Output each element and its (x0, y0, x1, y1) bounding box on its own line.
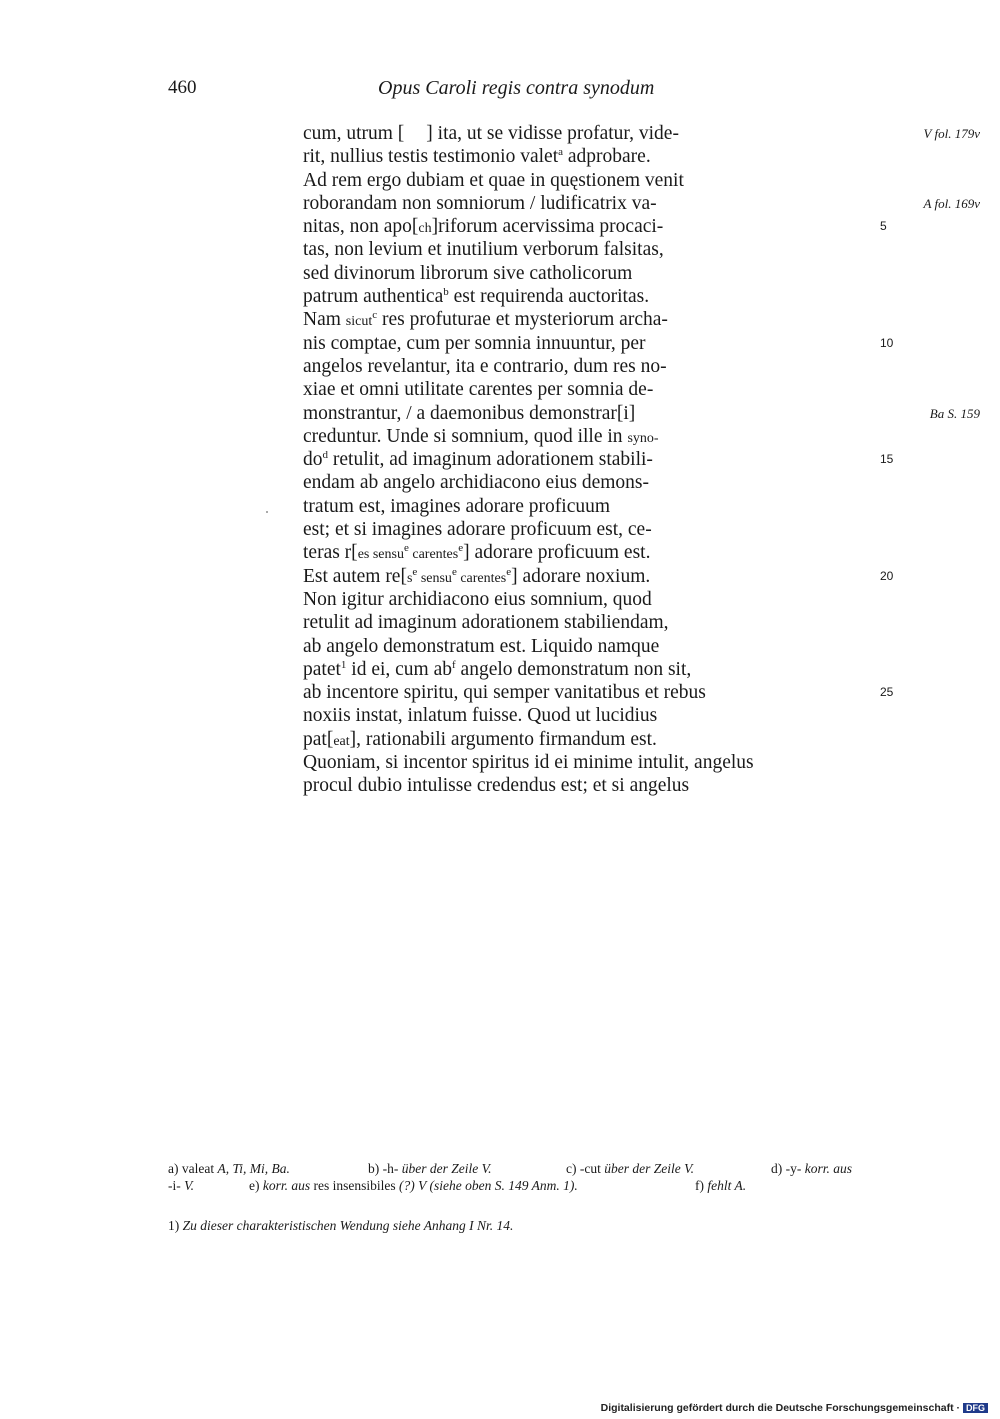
text-line: est; et si imagines adorare proficuum est, ce- (303, 519, 652, 541)
text-line: patrum authentica$^b$ est requirenda auctoritas. (303, 286, 650, 308)
text-line: nitas, non apo[ch]riforum acervissima procaci- (303, 216, 664, 238)
footnote-row (168, 1177, 868, 1194)
text-line: Non igitur archidiacono eius somnium, quod (303, 588, 652, 610)
text-line: retulit ad imaginum adorationem stabiliendam, (303, 612, 669, 634)
footnote-d: d) -y- korr. aus (771, 1161, 853, 1176)
text-line: ab incentore spiritu, qui semper vanitatibus et rebus (303, 682, 706, 704)
footnote-e: e) korr. aus res insensibiles (?) V (siehe oben S. 149 Anm. 1). (249, 1178, 578, 1193)
footnote-row (168, 1160, 868, 1177)
text-line: xiae et omni utilitate carentes per somnia de- (303, 379, 654, 401)
text-line: Est autem $re[s^e$ sensu$^e$ carentes$^e$] adorare noxium. (303, 565, 651, 587)
text-line: ab angelo demonstratum est. Liquido namque (303, 635, 660, 657)
text-line: noxiis instat, inlatum fuisse. Quod ut lucidius (303, 705, 658, 727)
running-title: Opus Caroli regis contra synodum (378, 77, 655, 99)
page-number: 460 (168, 77, 197, 98)
text-line: tas, non levium et inutilium verborum falsitas, (303, 239, 664, 261)
digitization-credit: Digitalisierung gefördert durch die Deutsche Forschungsgemeinschaft · DFG (601, 1402, 988, 1414)
margin-note-folio: A fol. 169v (923, 195, 980, 211)
text-line: nis comptae, cum per somnia innuuntur, per (303, 332, 646, 354)
footnote-f: f) fehlt A. (695, 1178, 747, 1193)
footnote-d-cont: -i- V. (168, 1178, 195, 1193)
footnote-a: a) valeat A, Ti, Mi, Ba. (168, 1161, 290, 1176)
footnote-b: b) -h- über der Zeile V. (368, 1161, 492, 1176)
text-line: cum, utrum [ ] ita, ut se vidisse profatur, vide- (303, 123, 679, 144)
text-line: pat[eat], rationabili argumento firmandum est. (303, 728, 657, 750)
line-number: 15 (880, 452, 894, 467)
line-number: 5 (880, 219, 887, 234)
text-line: monstrantur, / a daemonibus demonstrar[i] (303, 402, 636, 424)
text-line: roborandam non somniorum / ludificatrix va- (303, 192, 657, 214)
text-line: angelos revelantur, ita e contrario, dum res no- (303, 355, 667, 377)
text-line: sed divinorum librorum sive catholicorum (303, 262, 633, 284)
margin-note-folio: Ba S. 159 (929, 405, 980, 421)
margin-notes (905, 122, 995, 425)
text-line: tratum est, imagines adorare proficuum (303, 495, 611, 517)
text-line: creduntur. Unde si somnium, quod ille in syno- (303, 425, 659, 447)
text-line: Quoniam, si incentor spiritus id ei minime intulit, angelus (303, 752, 754, 774)
main-text (303, 122, 863, 798)
text-line: Ad rem ergo dubiam et quae in quęstionem venit (303, 169, 684, 191)
text-line: Nam sicut$^c$ res profuturae et mysteriorum archa- (303, 309, 668, 331)
footnote-c: c) -cut über der Zeile V. (566, 1161, 694, 1176)
commentary-note: 1) Zu dieser charakteristischen Wendung siehe Anhang I Nr. 14. (168, 1218, 514, 1233)
text-line: rit, nullius testis testimonio valet$^a$ adprobare. (303, 146, 651, 168)
margin-note-folio: V fol. 179v (923, 126, 980, 141)
dfg-logo-icon: DFG (963, 1403, 988, 1413)
line-number: 25 (880, 685, 894, 700)
text-line: procul dubio intulisse credendus est; et si angelus (303, 775, 690, 797)
line-number: 20 (880, 568, 894, 583)
scan-speck (266, 511, 268, 513)
line-number: 10 (880, 335, 894, 350)
text-line: teras r[es sensu$^e$ carentes$^e$] adorare proficuum est. (303, 542, 651, 564)
text-line: patet$^1$ id ei, cum $ab^f$ angelo demonstratum non sit, (303, 658, 692, 680)
text-line: endam ab angelo archidiacono eius demons- (303, 472, 650, 494)
apparatus-footnotes (168, 1160, 868, 1194)
text-line: $do^d$ retulit, ad imaginum adorationem stabili- (303, 449, 653, 471)
